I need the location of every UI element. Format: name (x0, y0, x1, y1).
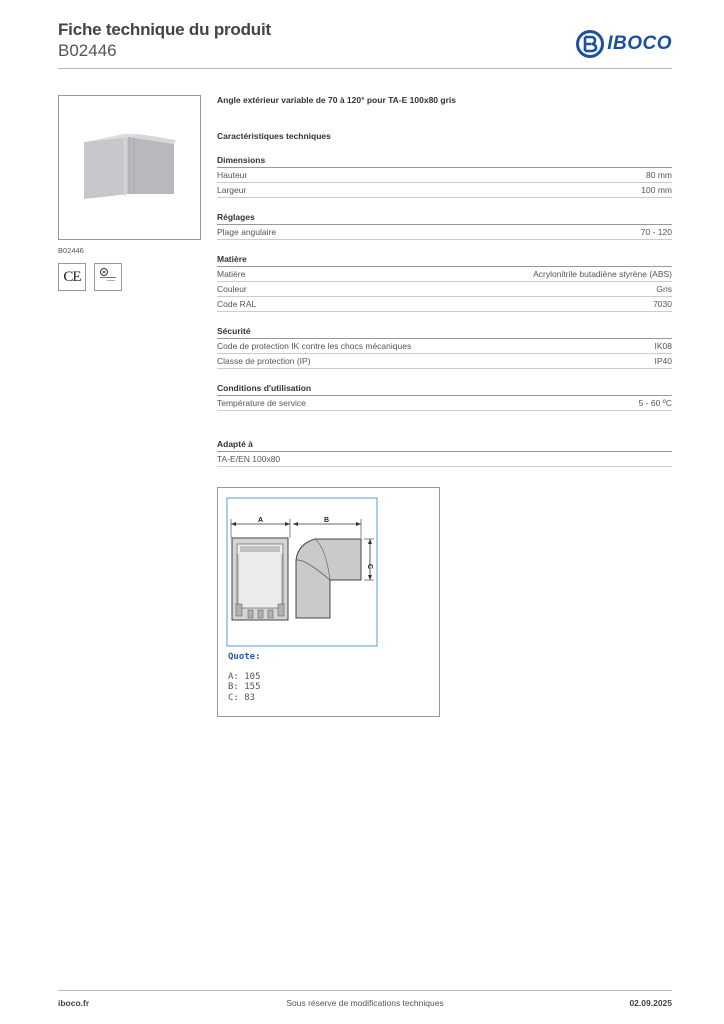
spec-group-conditions (217, 383, 672, 411)
iboco-logo-icon (576, 30, 604, 58)
brand-name: IBOCO (607, 33, 672, 54)
quote-title: Quote: (228, 652, 261, 662)
page-title: Fiche technique du produit (58, 20, 271, 39)
angle-piece-image (79, 134, 179, 204)
spec-group-title: Réglages (217, 212, 672, 225)
product-image-frame (58, 95, 201, 240)
footer-website-link[interactable]: iboco.fr (58, 998, 90, 1008)
technical-drawing (217, 487, 440, 717)
dimension-drawing (218, 488, 441, 653)
spec-group-settings (217, 212, 672, 240)
spec-row: Température de service 5 - 60 ºC (217, 396, 672, 411)
certification-list (58, 263, 201, 291)
quote-line: A: 105 (228, 671, 261, 682)
brand-logo (576, 30, 672, 58)
dimension-label-b: B (324, 517, 330, 524)
footer-date: 02.09.2025 (629, 998, 672, 1008)
spec-row: Couleur Gris (217, 282, 672, 297)
spec-group-safety (217, 326, 672, 369)
spec-group-adapted (217, 439, 672, 467)
spec-row: Code RAL 7030 (217, 297, 672, 312)
spec-group-title: Matière (217, 254, 672, 267)
header-divider (58, 68, 672, 69)
dimension-quotes (228, 652, 261, 703)
spec-group-title: Adapté à (217, 439, 672, 452)
spec-row: Matière Acrylonitrile butadiène styrène (ABS) (217, 267, 672, 282)
spec-row: Classe de protection (IP) IP40 (217, 354, 672, 369)
spec-row: Hauteur 80 mm (217, 168, 672, 183)
spec-group-title: Sécurité (217, 326, 672, 339)
footer-divider (58, 990, 672, 991)
dimension-label-c: C (366, 564, 373, 570)
specs-heading: Caractéristiques techniques (217, 131, 331, 141)
spec-group-title: Dimensions (217, 155, 672, 168)
spec-row: Largeur 100 mm (217, 183, 672, 198)
specifications-column (217, 95, 672, 495)
product-reference: B02446 (58, 41, 117, 60)
spec-group-dimensions (217, 155, 672, 198)
quote-line: C: 83 (228, 692, 256, 703)
ce-mark-icon: CE (58, 263, 86, 291)
product-image-caption: B02446 (58, 246, 84, 255)
dimension-label-a: A (258, 517, 264, 524)
spec-row: TA-E/EN 100x80 (217, 452, 672, 467)
footer-disclaimer: Sous réserve de modifications techniques (286, 998, 444, 1008)
product-visual-column (58, 95, 201, 291)
spec-row: Plage angulaire 70 - 120 (217, 225, 672, 240)
page-header (58, 20, 672, 68)
quote-line: B: 155 (228, 682, 261, 692)
certification-logo-icon (94, 263, 122, 291)
spec-row: Code de protection IK contre les chocs mécaniques IK08 (217, 339, 672, 354)
product-description: Angle extérieur variable de 70 à 120° pour TA-E 100x80 gris (217, 95, 456, 105)
spec-group-title: Conditions d'utilisation (217, 383, 672, 396)
spec-group-material (217, 254, 672, 312)
